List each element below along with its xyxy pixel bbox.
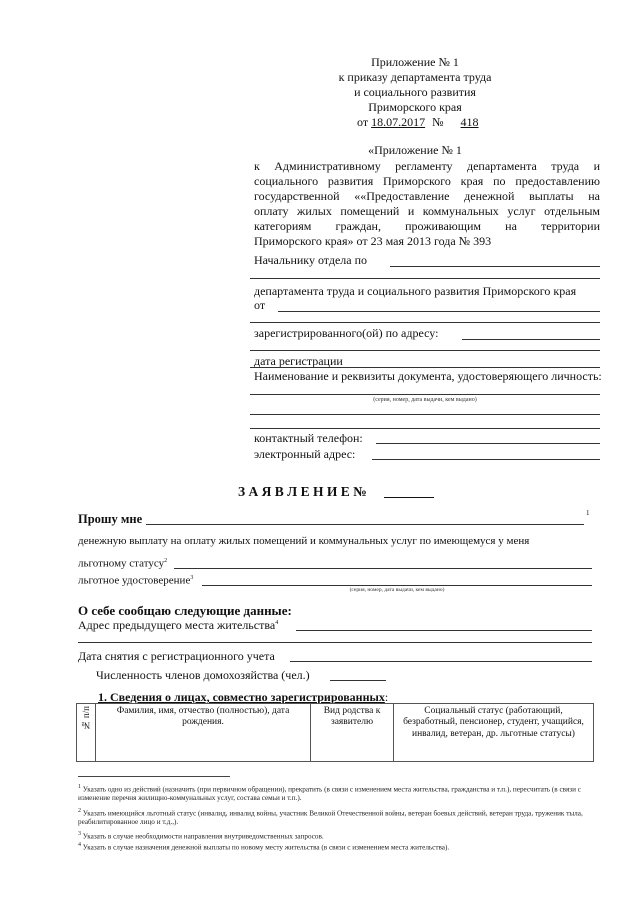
payment-line: денежную выплату на оплату жилых помещений и коммунальных услуг по имеющемуся у меня <box>78 535 530 547</box>
footnote-2-num: 2 <box>78 808 81 814</box>
footnote-1 <box>78 784 608 803</box>
appendix2-text <box>254 159 600 249</box>
appendix2-line: государственной ««Предоставление денежной выплаты на <box>254 189 600 203</box>
statement-title <box>238 485 367 499</box>
appendix2-line: социального развития Приморского края по предоставлению <box>254 174 600 188</box>
appendix2-title: «Приложение № 1 <box>368 143 462 157</box>
section1-title-colon: : <box>384 690 389 704</box>
appendix1-line3: и социального развития <box>354 85 476 99</box>
status-label-text: льготному статусу <box>78 557 165 570</box>
request-field[interactable] <box>146 524 584 525</box>
col-relation-header: Вид родства к заявителю <box>311 704 394 762</box>
dereg-field[interactable] <box>290 661 592 662</box>
order-date: 18.07.2017 <box>371 115 426 129</box>
cohabitants-table <box>76 703 594 762</box>
appendix2-last-line: Приморского края» от 23 мая 2013 года № 393 <box>254 234 492 248</box>
cert-hint: (серия, номер, дата выдачи, кем выдано) <box>349 587 445 593</box>
section1-title-text: 1. Сведения о лицах, совместно зарегистрированных <box>98 690 385 704</box>
status-footnote-ref: 2 <box>164 558 168 564</box>
doc-hint: (серия, номер, дата выдачи, кем выдано) <box>373 397 477 403</box>
appendix2-line: оплату жилых помещений и коммунальных услуг отдельным <box>254 204 600 218</box>
col-social-status-header: Социальный статус (работающий, безработный, пенсионер, студент, учащийся, инвалид, ветеран, др. льготные статусы) <box>394 704 594 762</box>
prev-address-label-text: Адрес предыдущего места жительства <box>78 618 276 632</box>
status-field[interactable] <box>174 568 592 569</box>
about-title: О себе сообщаю следующие данные: <box>78 603 292 618</box>
dereg-label: Дата снятия с регистрационного учета <box>78 649 275 663</box>
footnote-4 <box>78 842 608 852</box>
from-label: от <box>254 298 266 312</box>
appendix1-order <box>357 116 479 128</box>
footnote-3-text: Указать в случае необходимости направления внутриведомственных запросов. <box>82 832 324 841</box>
doc-field[interactable] <box>250 394 600 395</box>
footnote-4-text: Указать в случае назначения денежной выплаты по новому месту жительства (в связи с изменением места жительства). <box>82 843 450 852</box>
col-number-label: № п/п <box>80 706 91 731</box>
statement-number-field[interactable] <box>384 497 434 498</box>
phone-field[interactable] <box>376 443 600 444</box>
registered-address-field[interactable] <box>462 339 600 340</box>
household-label: Численность членов домохозяйства (чел.) <box>96 668 310 682</box>
request-label: Прошу мне <box>78 512 143 526</box>
appendix1-title: Приложение № 1 <box>371 55 459 69</box>
order-number: 418 <box>460 115 479 129</box>
footnote-separator <box>78 776 230 777</box>
footnote-3 <box>78 831 608 841</box>
from-line-2[interactable] <box>250 322 600 323</box>
appendix2-line: к Административному регламенту департамента труда и <box>254 159 600 173</box>
reg-date-field[interactable] <box>250 367 600 368</box>
footnote-2-text: Указать имеющийся льготный статус (инвалид, инвалид войны, участник Великой Отечественной войны, ветеран боевых действий, ветеран труда, труженик тыла, реабилитированное лицо и т.д.,). <box>78 809 583 827</box>
registered-line-2[interactable] <box>250 350 600 351</box>
email-label: электронный адрес: <box>254 447 356 461</box>
prev-address-footnote-ref: 4 <box>275 620 279 626</box>
order-prefix: от <box>357 115 369 129</box>
head-label: Начальнику отдела по <box>254 253 368 267</box>
cert-label <box>78 575 193 587</box>
registered-label: зарегистрированного(ой) по адресу: <box>254 326 439 340</box>
reg-date-label: дата регистрации <box>254 354 343 368</box>
doc-line-3[interactable] <box>250 428 600 429</box>
head-dept-field[interactable] <box>390 266 600 267</box>
prev-address-line-2[interactable] <box>78 642 592 643</box>
col-fullname-header: Фамилия, имя, отчество (полностью), дата рождения. <box>96 704 311 762</box>
phone-label: контактный телефон: <box>254 431 363 445</box>
head-line-2[interactable] <box>250 278 600 279</box>
statement-title-text: З А Я В Л Е Н И Е № <box>238 484 367 499</box>
footnote-1-num: 1 <box>78 784 81 790</box>
appendix2-line: категориям граждан, проживающим на территории <box>254 219 600 233</box>
order-no-label: № <box>432 115 444 129</box>
section1-title <box>98 691 388 703</box>
from-field[interactable] <box>278 311 600 312</box>
status-label <box>78 558 167 570</box>
prev-address-field[interactable] <box>296 630 592 631</box>
request-footnote-ref: 1 <box>586 509 590 517</box>
cert-field[interactable] <box>202 585 592 586</box>
table-header-row <box>77 704 594 762</box>
doc-label: Наименование и реквизиты документа, удостоверяющего личность: <box>254 369 602 383</box>
cert-label-text: льготное удостоверение <box>78 574 191 587</box>
dept-label: департамента труда и социального развития Приморского края <box>254 284 577 298</box>
appendix1-line2: к приказу департамента труда <box>338 70 492 84</box>
prev-address-label <box>78 619 278 631</box>
footnote-4-num: 4 <box>78 842 81 848</box>
email-field[interactable] <box>372 459 600 460</box>
footnote-2 <box>78 808 608 827</box>
appendix1-line4: Приморского края <box>368 100 462 114</box>
household-field[interactable] <box>330 680 386 681</box>
cert-footnote-ref: 3 <box>190 575 194 581</box>
doc-line-2[interactable] <box>250 414 600 415</box>
footnote-3-num: 3 <box>78 831 81 837</box>
footnote-1-text: Указать одно из действий (назначить (при первичном обращении), прекратить (в связи с изменением места жительства, гражданства и т.п.), пересчитать (в связи с изменение перечня жилищно-коммунальных услуг, состава семьи и т.п.). <box>78 785 581 803</box>
col-number-header <box>77 704 96 762</box>
